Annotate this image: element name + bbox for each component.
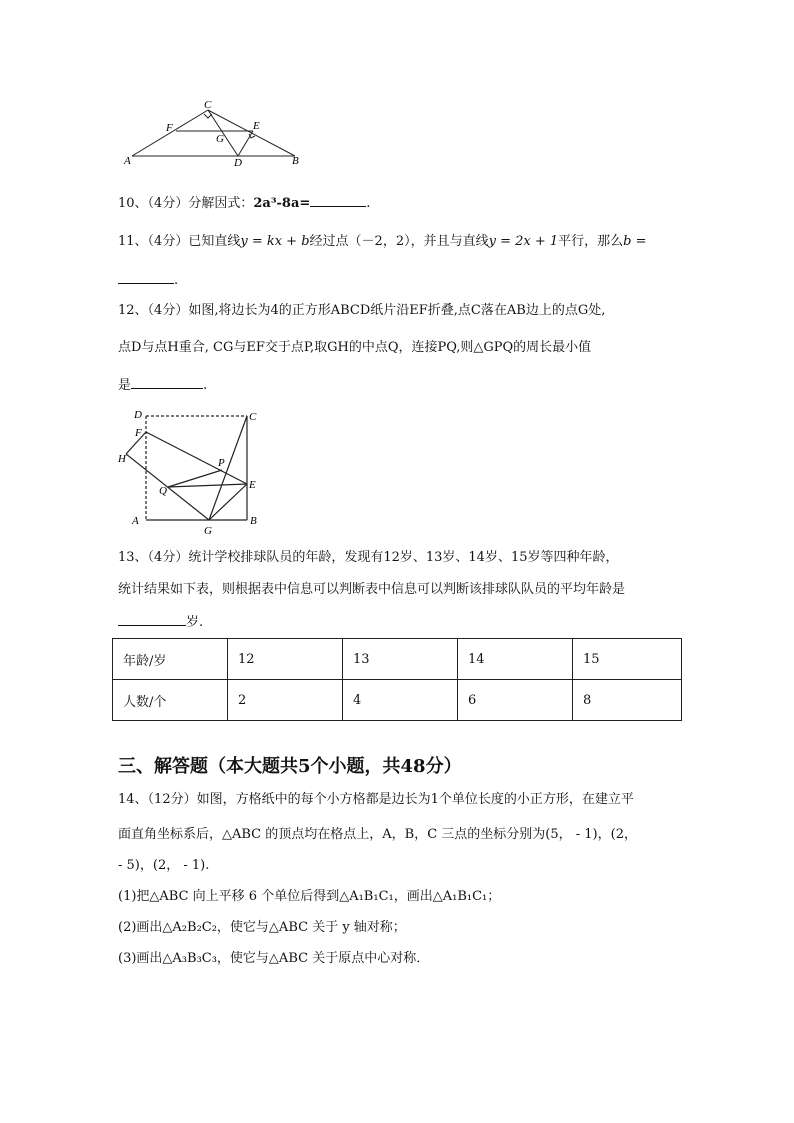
q11-end: . [174,273,179,288]
q11-var: b [623,234,632,249]
question-12-line2 [118,339,591,357]
question-11 [118,233,647,251]
label-b: B [250,515,257,527]
question-14-sub3 [118,950,429,968]
q12-number: 12、（4分） [118,303,189,318]
label-h: H [118,453,126,465]
q14-line2: 面直角坐标系后，△ABC 的顶点均在格点上，A，B，C 三点的坐标分别为(5， - 1)，(2， [118,827,637,842]
q12-answer-blank[interactable] [131,375,203,389]
table-cell: 6 [458,680,573,721]
table-row [113,639,682,680]
q13-line2: 统计结果如下表，则根据表中信息可以判断表中信息可以判断该排球队队员的平均年龄是 [118,582,626,597]
table-cell: 15 [573,639,682,680]
label-d: D [134,409,142,421]
triangle-figure [120,98,310,170]
segment-qp [168,470,222,487]
question-13-line2 [118,581,625,599]
table-cell: 年龄/岁 [113,639,228,680]
question-12-line1 [118,302,605,320]
q13-line1: 统计学校排球队员的年龄，发现有12岁、13岁、14岁、15岁等四种年龄， [188,550,619,565]
table-cell: 13 [343,639,458,680]
question-14-sub1 [118,888,500,906]
question-11-blank-line [118,270,178,290]
label-c: C [249,411,257,423]
question-13-line3 [118,612,203,632]
q12-line2: 点D与点H重合, CG与EF交于点P,取GH的中点Q，连接PQ,则△GPQ的周长最小值 [118,340,592,355]
q14-sub2: (2)画出△A₂B₂C₂，使它与△ABC 关于 y 轴对称； [118,920,406,935]
q14-line1: 如图，方格纸中的每个小方格都是边长为1个单位长度的小正方形，在建立平 [196,792,634,807]
label-a: A [124,155,131,167]
q13-number: 13、（4分） [118,550,189,565]
table-cell: 2 [228,680,343,721]
label-f: F [166,122,173,134]
segment-qe [168,484,247,487]
label-g: G [204,525,212,537]
table-cell: 4 [343,680,458,721]
q11-part3: 平行，那么 [558,234,624,249]
label-f: F [135,427,142,439]
label-e: E [253,120,260,132]
q11-line2: y = 2x + 1 [488,234,559,249]
table-row [113,680,682,721]
q14-sub3: (3)画出△A₃B₃C₃，使它与△ABC 关于原点中心对称． [118,951,430,966]
segment-hg [126,454,209,520]
age-table [112,638,682,721]
q11-number: 11、（4分） [118,234,189,249]
label-b: B [292,155,299,167]
q12-end: . [203,378,208,393]
label-c: C [204,99,212,111]
label-p: P [218,457,225,469]
question-12-line3 [118,375,207,395]
q11-eq: = [631,234,647,249]
q10-answer-blank[interactable] [310,193,366,207]
table-cell: 12 [228,639,343,680]
q14-number: 14、（12分） [118,792,197,807]
q10-end: . [366,196,371,211]
square-fold-figure [116,404,266,538]
table-cell: 人数/个 [113,680,228,721]
q11-part2: 经过点（－2，2），并且与直线 [309,234,489,249]
q11-line1: y = kx + b [240,234,310,249]
q12-line3: 是 [118,378,132,393]
label-q: Q [159,485,167,497]
question-14-line1 [118,791,634,809]
q12-line1: 如图,将边长为4的正方形ABCD纸片沿EF折叠,点C落在AB边上的点G处, [188,303,606,318]
table-cell: 8 [573,680,682,721]
question-14-sub2 [118,919,406,937]
segment-de [238,131,253,156]
q14-line3: - 5)，(2， - 1). [118,858,210,873]
label-e: E [249,479,256,491]
section-heading: 三、解答题（本大题共5个小题，共48分） [118,756,462,777]
question-10 [118,193,370,213]
question-14-line3 [118,857,209,875]
label-d: D [234,157,242,169]
table-cell: 14 [458,639,573,680]
question-14-line2 [118,826,637,844]
q11-part1: 已知直线 [188,234,241,249]
label-g: G [216,133,224,145]
q10-expr: 2a³-8a= [253,196,311,211]
q14-sub1: (1)把△ABC 向上平移 6 个单位后得到△A₁B₁C₁，画出△A₁B₁C₁； [118,889,501,904]
question-13-line1 [118,549,619,567]
label-a: A [132,515,139,527]
segment-ge [209,484,247,520]
q10-number: 10、（4分） [118,196,189,211]
right-angle-mark-c [204,114,212,118]
q11-answer-blank[interactable] [118,270,174,284]
q13-answer-blank[interactable] [118,612,186,626]
q10-text: 分解因式： [188,196,254,211]
q13-line3-end: 岁. [186,615,204,630]
